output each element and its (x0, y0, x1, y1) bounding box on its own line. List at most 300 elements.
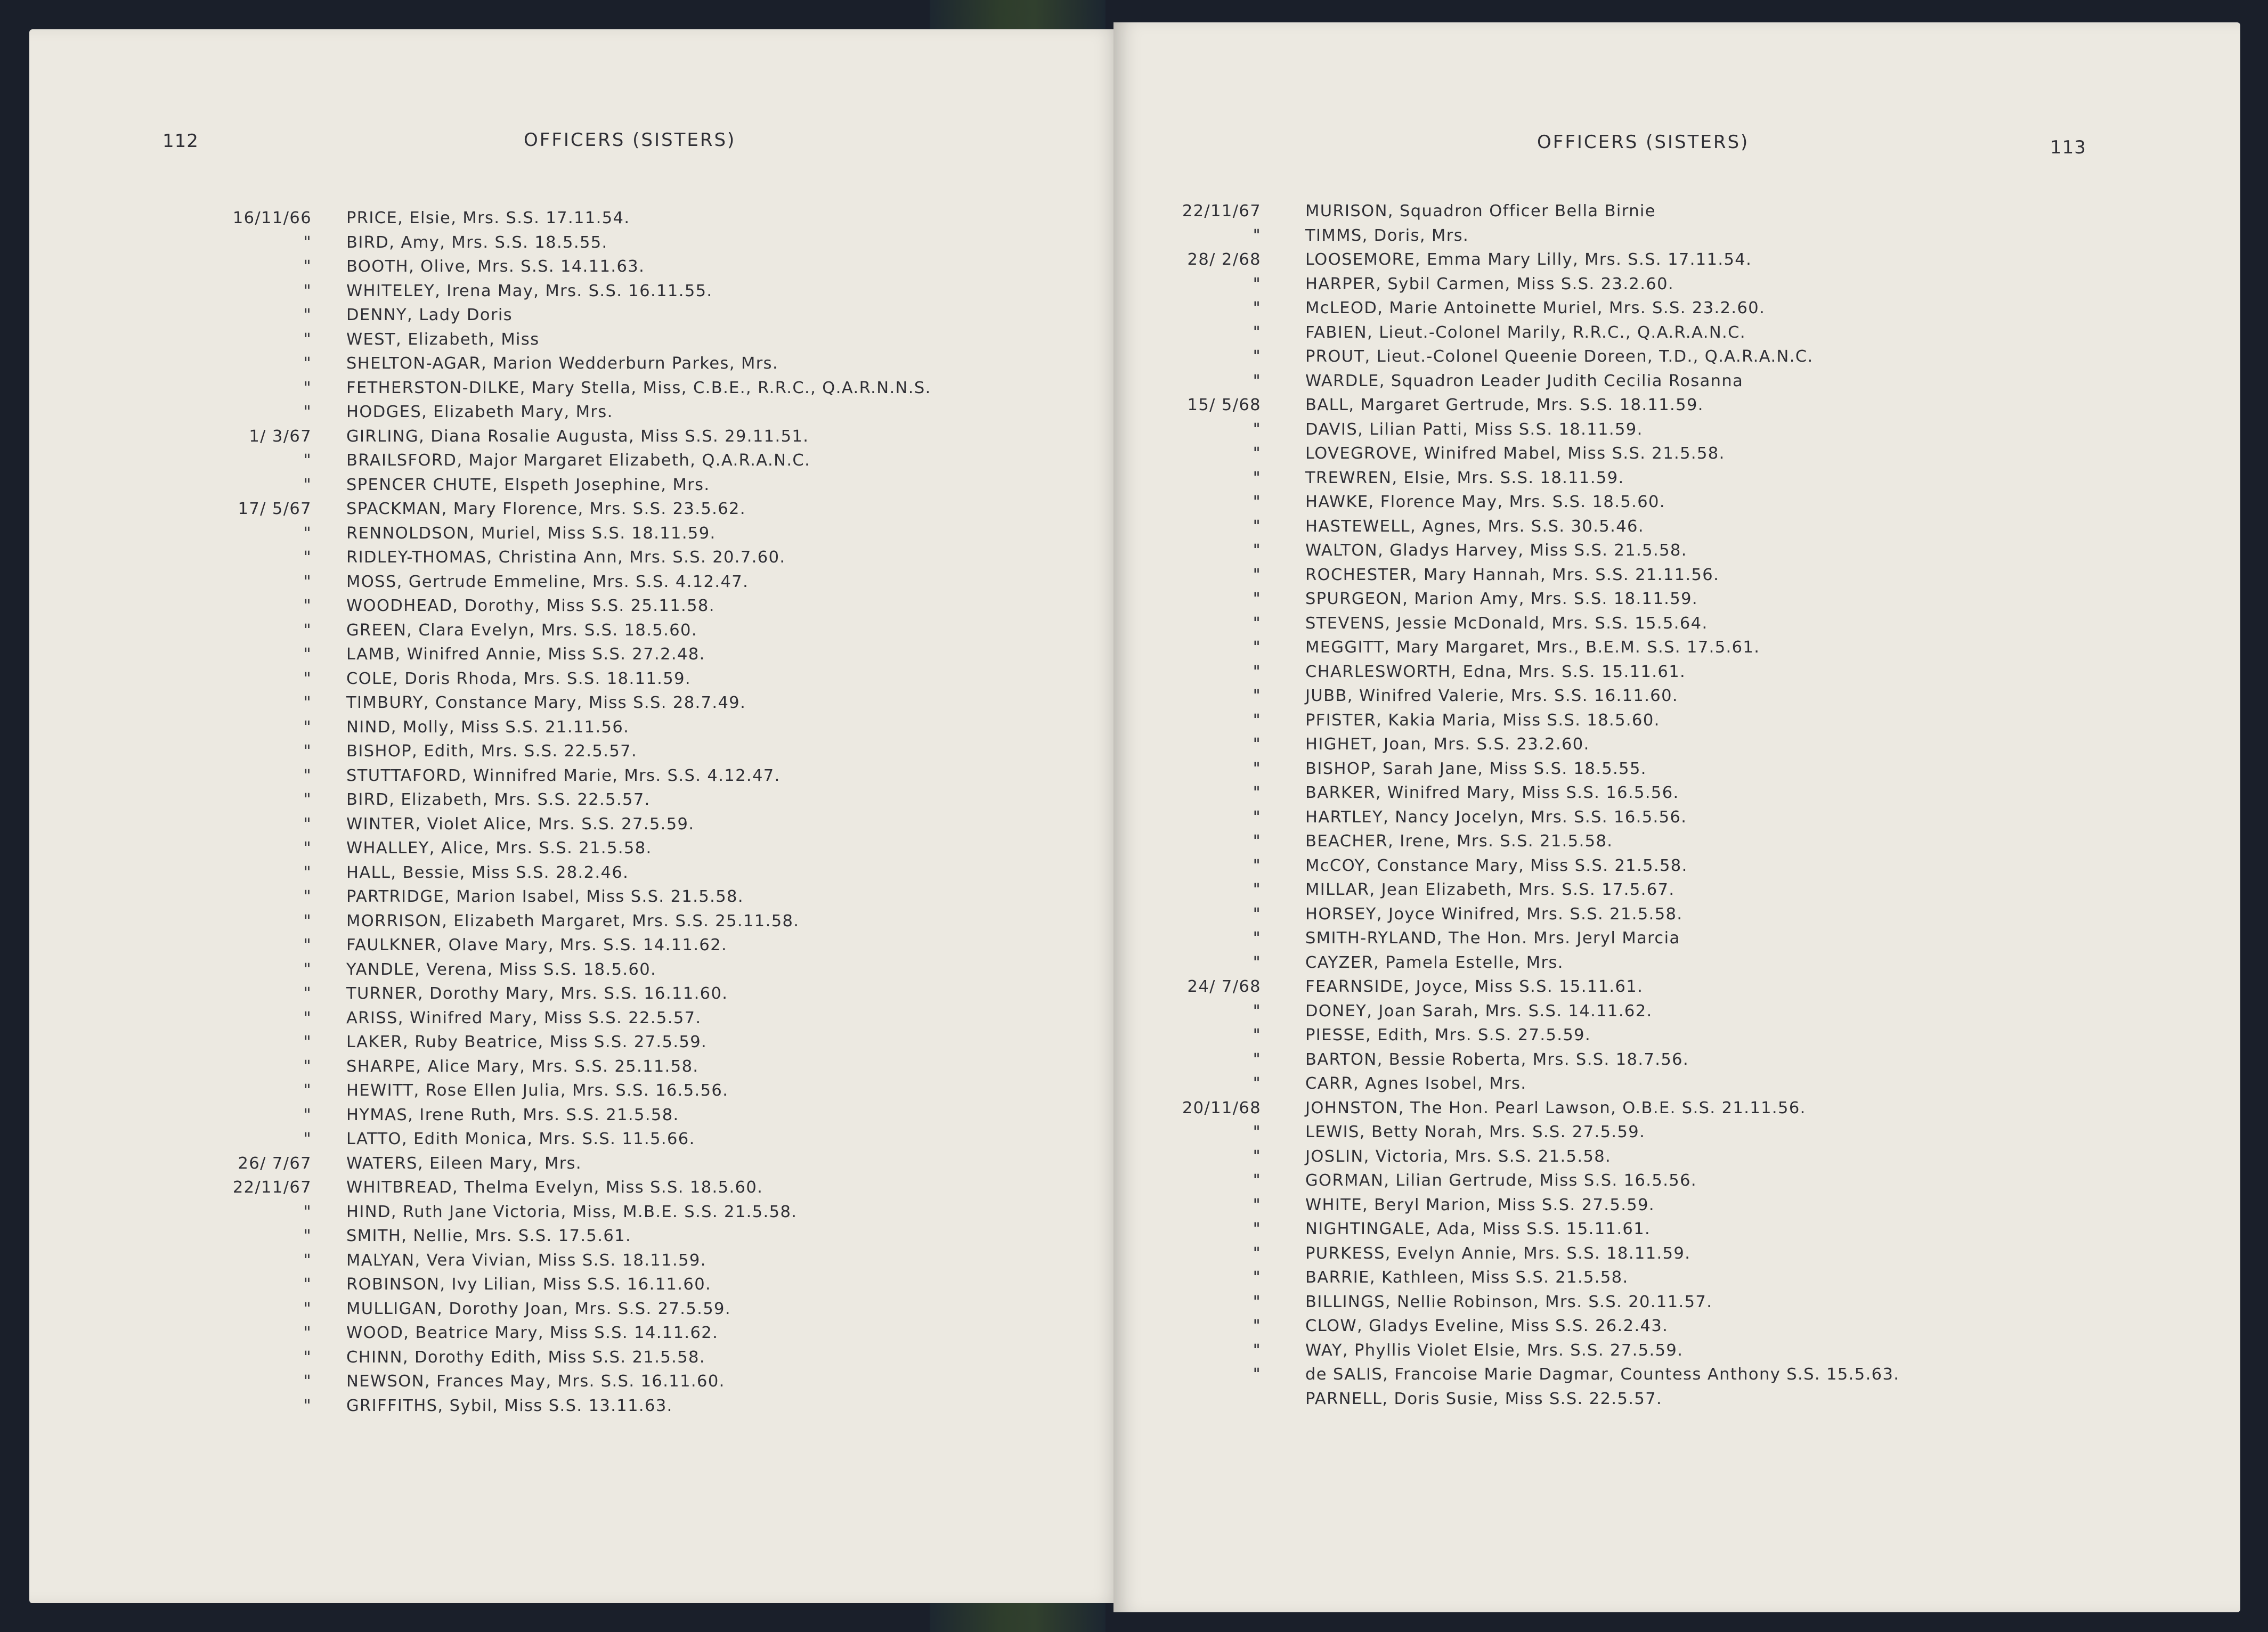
entry-name: FETHERSTON-DILKE, Mary Stella, Miss, C.B.E., R.R.C., Q.A.R.N.N.S. (346, 378, 931, 397)
entry-date: 22/11/67 (1182, 202, 1261, 221)
entry-name: JUBB, Winifred Valerie, Mrs. S.S. 16.11.60. (1305, 687, 1678, 705)
entry-date: " (303, 1081, 312, 1100)
entry-name: LAMB, Winifred Annie, Miss S.S. 27.2.48. (346, 645, 705, 664)
entry-date: " (303, 403, 312, 421)
entry-row (155, 960, 931, 985)
entry-date: " (1253, 468, 1261, 487)
entry-row (155, 1227, 931, 1251)
entry-name: CARR, Agnes Isobel, Mrs. (1305, 1074, 1527, 1093)
entry-date: " (303, 790, 312, 809)
entry-date: " (1253, 590, 1261, 608)
entry-name: MALYAN, Vera Vivian, Miss S.S. 18.11.59. (346, 1251, 706, 1270)
entry-name: PARNELL, Doris Susie, Miss S.S. 22.5.57. (1305, 1389, 1663, 1408)
entry-row (1113, 1002, 1899, 1026)
entry-name: HAWKE, Florence May, Mrs. S.S. 18.5.60. (1305, 493, 1665, 511)
entry-date: " (1253, 1001, 1261, 1021)
entry-date: " (303, 717, 312, 737)
entry-name: BALL, Margaret Gertrude, Mrs. S.S. 18.11.59. (1305, 396, 1704, 414)
entry-name: MILLAR, Jean Elizabeth, Mrs. S.S. 17.5.67. (1305, 880, 1675, 899)
entry-row (1113, 469, 1899, 493)
entry-date: " (303, 887, 312, 906)
entry-row (1113, 905, 1899, 929)
entry-date: " (303, 1057, 312, 1076)
entry-row (155, 1178, 931, 1203)
entry-date: " (1253, 299, 1261, 317)
entry-date: " (1253, 1171, 1261, 1190)
entry-row (155, 1251, 931, 1276)
entry-date: " (303, 1348, 312, 1367)
entry-row (155, 693, 931, 718)
entry-name: FEARNSIDE, Joyce, Miss S.S. 15.11.61. (1305, 977, 1644, 996)
entry-date: " (1253, 856, 1261, 875)
entry-date: " (303, 1396, 312, 1415)
entry-row (1113, 541, 1899, 566)
entry-date: " (303, 524, 312, 543)
entry-date: 15/ 5/68 (1187, 396, 1261, 414)
entry-name: SHARPE, Alice Mary, Mrs. S.S. 25.11.58. (346, 1057, 699, 1076)
entry-row (1113, 226, 1899, 251)
entry-name: CAYZER, Pamela Estelle, Mrs. (1305, 953, 1564, 972)
entry-row (1113, 1026, 1899, 1050)
entry-row (1113, 250, 1899, 275)
entry-row (1113, 347, 1899, 372)
entry-date: " (1253, 662, 1261, 681)
entry-name: WEST, Elizabeth, Miss (346, 330, 540, 349)
entry-row (155, 839, 931, 863)
entry-row (155, 742, 931, 766)
entry-row (155, 427, 931, 452)
entry-row (155, 863, 931, 888)
entry-row (1113, 1099, 1899, 1123)
entry-row (1113, 1220, 1899, 1244)
entry-date: 20/11/68 (1182, 1098, 1261, 1117)
entry-name: HIND, Ruth Jane Victoria, Miss, M.B.E. S.S. 21.5.58. (346, 1202, 798, 1221)
entry-date: " (303, 1251, 312, 1270)
entry-date: " (1253, 1292, 1261, 1311)
entry-date: " (303, 936, 312, 954)
entry-name: BOOTH, Olive, Mrs. S.S. 14.11.63. (346, 257, 645, 276)
entry-name: BIRD, Elizabeth, Mrs. S.S. 22.5.57. (346, 790, 651, 809)
entry-name: MEGGITT, Mary Margaret, Mrs., B.E.M. S.S. 17.5.61. (1305, 638, 1760, 657)
entry-name: SHELTON-AGAR, Marion Wedderburn Parkes, Mrs. (346, 354, 779, 373)
entry-date: " (303, 330, 312, 349)
entry-row (1113, 663, 1899, 687)
entry-name: HODGES, Elizabeth Mary, Mrs. (346, 403, 613, 421)
entry-row (1113, 1074, 1899, 1099)
entry-name: ROCHESTER, Mary Hannah, Mrs. S.S. 21.11.56. (1305, 565, 1720, 584)
entry-row (155, 1106, 931, 1130)
right-page (1113, 22, 2240, 1612)
entry-date: " (1253, 807, 1261, 827)
entry-date: " (303, 257, 312, 276)
entry-row (155, 984, 931, 1009)
left-page (29, 29, 1121, 1603)
entry-row (155, 1300, 931, 1324)
entry-name: RENNOLDSON, Muriel, Miss S.S. 18.11.59. (346, 524, 716, 543)
entry-row (155, 1348, 931, 1373)
entry-date: " (1253, 832, 1261, 851)
entry-row (155, 524, 931, 549)
entry-row (1113, 711, 1899, 736)
entry-date: 24/ 7/68 (1187, 977, 1261, 996)
entry-date: " (1253, 493, 1261, 511)
entry-name: LAKER, Ruby Beatrice, Miss S.S. 27.5.59. (346, 1033, 708, 1051)
entry-date: " (1253, 880, 1261, 899)
entry-row (1113, 1365, 1899, 1390)
entry-row (1113, 420, 1899, 445)
entry-name: YANDLE, Verena, Miss S.S. 18.5.60. (346, 960, 657, 979)
entry-name: MOSS, Gertrude Emmeline, Mrs. S.S. 4.12.47. (346, 572, 749, 591)
entry-row (155, 451, 931, 476)
entry-date: " (1253, 735, 1261, 754)
entry-name: MURISON, Squadron Officer Bella Birnie (1305, 202, 1656, 221)
entry-row (155, 1033, 931, 1057)
entry-date: " (303, 1227, 312, 1245)
entry-date: " (303, 984, 312, 1003)
entry-name: WARDLE, Squadron Leader Judith Cecilia Rosanna (1305, 371, 1744, 390)
entry-date: " (303, 281, 312, 300)
entry-row (1113, 566, 1899, 590)
entry-row (155, 718, 931, 742)
entry-date: " (303, 766, 312, 785)
entry-row (155, 403, 931, 427)
entry-date: " (1253, 1074, 1261, 1093)
entry-date: " (303, 839, 312, 858)
entry-row (155, 1203, 931, 1227)
entry-row (155, 548, 931, 573)
entry-name: MULLIGAN, Dorothy Joan, Mrs. S.S. 27.5.59. (346, 1299, 731, 1318)
entry-date: " (303, 1299, 312, 1318)
entry-name: LATTO, Edith Monica, Mrs. S.S. 11.5.66. (346, 1130, 695, 1148)
entry-row (155, 354, 931, 379)
entry-date: " (303, 1105, 312, 1124)
entry-row (155, 1154, 931, 1179)
entry-name: DAVIS, Lilian Patti, Miss S.S. 18.11.59. (1305, 420, 1643, 439)
entry-row (155, 1130, 931, 1154)
entry-date: " (303, 1033, 312, 1051)
entry-name: NIND, Molly, Miss S.S. 21.11.56. (346, 717, 630, 737)
entry-name: BISHOP, Edith, Mrs. S.S. 22.5.57. (346, 742, 638, 761)
entry-name: WHITELEY, Irena May, Mrs. S.S. 16.11.55. (346, 281, 713, 300)
entry-name: SPURGEON, Marion Amy, Mrs. S.S. 18.11.59. (1305, 590, 1698, 608)
entry-date: " (303, 621, 312, 640)
entry-date: 16/11/66 (232, 209, 312, 227)
entry-row (1113, 1123, 1899, 1147)
entry-name: SPACKMAN, Mary Florence, Mrs. S.S. 23.5.62. (346, 500, 746, 518)
entry-date: " (1253, 371, 1261, 390)
entry-date: 26/ 7/67 (238, 1154, 312, 1173)
entry-row (1113, 444, 1899, 469)
entry-name: WHALLEY, Alice, Mrs. S.S. 21.5.58. (346, 839, 652, 858)
entry-row (155, 766, 931, 791)
entry-date: " (303, 645, 312, 664)
entry-date: " (1253, 1268, 1261, 1287)
entry-name: WHITBREAD, Thelma Evelyn, Miss S.S. 18.5.60. (346, 1178, 763, 1197)
entry-row (155, 1324, 931, 1348)
left-page-header: OFFICERS (SISTERS) (524, 129, 736, 151)
entry-name: PIESSE, Edith, Mrs. S.S. 27.5.59. (1305, 1026, 1591, 1045)
entry-date: " (303, 669, 312, 688)
entry-name: COLE, Doris Rhoda, Mrs. S.S. 18.11.59. (346, 669, 691, 688)
entry-row (155, 1397, 931, 1421)
right-entries-list (1113, 202, 1899, 1414)
entry-row (1113, 275, 1899, 299)
entry-name: PRICE, Elsie, Mrs. S.S. 17.11.54. (346, 209, 630, 227)
entry-name: BISHOP, Sarah Jane, Miss S.S. 18.5.55. (1305, 759, 1647, 778)
entry-date: " (1253, 1147, 1261, 1166)
entry-row (155, 1081, 931, 1106)
entry-date: " (303, 1324, 312, 1342)
entry-name: MORRISON, Elizabeth Margaret, Mrs. S.S. 25.11.58. (346, 911, 800, 931)
right-page-number: 113 (2050, 137, 2086, 158)
entry-date: " (1253, 1026, 1261, 1045)
entry-date: " (1253, 517, 1261, 536)
entry-date: " (1253, 1341, 1261, 1360)
entry-row (1113, 323, 1899, 348)
entry-row (155, 1057, 931, 1082)
entry-row (155, 645, 931, 670)
entry-name: NEWSON, Frances May, Mrs. S.S. 16.11.60. (346, 1372, 725, 1391)
entry-name: HORSEY, Joyce Winifred, Mrs. S.S. 21.5.58. (1305, 904, 1683, 924)
entry-row (1113, 202, 1899, 226)
left-page-number: 112 (162, 130, 199, 152)
entry-name: SPENCER CHUTE, Elspeth Josephine, Mrs. (346, 475, 710, 494)
entry-row (155, 1009, 931, 1033)
entry-row (1113, 1390, 1899, 1414)
entry-row (155, 476, 931, 500)
entry-name: LOVEGROVE, Winifred Mabel, Miss S.S. 21.5.58. (1305, 444, 1725, 463)
entry-name: ROBINSON, Ivy Lilian, Miss S.S. 16.11.60. (346, 1275, 712, 1294)
entry-name: LOOSEMORE, Emma Mary Lilly, Mrs. S.S. 17.11.54. (1305, 250, 1752, 269)
entry-row (1113, 1317, 1899, 1341)
entry-name: SMITH-RYLAND, The Hon. Mrs. Jeryl Marcia (1305, 929, 1680, 948)
entry-name: TIMMS, Doris, Mrs. (1305, 226, 1469, 245)
entry-name: DENNY, Lady Doris (346, 306, 513, 324)
entry-row (1113, 953, 1899, 978)
entry-row (1113, 977, 1899, 1002)
entry-row (155, 379, 931, 403)
entry-name: PROUT, Lieut.-Colonel Queenie Doreen, T.D., Q.A.R.A.N.C. (1305, 347, 1814, 366)
entry-row (155, 209, 931, 233)
entry-row (155, 257, 931, 282)
entry-date: " (1253, 1220, 1261, 1238)
entry-name: WALTON, Gladys Harvey, Miss S.S. 21.5.58. (1305, 541, 1687, 560)
entry-row (1113, 1147, 1899, 1172)
entry-row (1113, 614, 1899, 639)
entry-name: JOSLIN, Victoria, Mrs. S.S. 21.5.58. (1305, 1147, 1612, 1166)
entry-row (155, 621, 931, 646)
entry-date: " (1253, 1317, 1261, 1335)
entry-date: " (1253, 444, 1261, 463)
entry-date: " (1253, 1365, 1261, 1384)
entry-date: " (1253, 565, 1261, 584)
entry-name: CLOW, Gladys Eveline, Miss S.S. 26.2.43. (1305, 1317, 1669, 1335)
entry-date: " (303, 597, 312, 615)
entry-name: CHARLESWORTH, Edna, Mrs. S.S. 15.11.61. (1305, 662, 1686, 681)
entry-row (1113, 1050, 1899, 1075)
entry-row (1113, 299, 1899, 323)
entry-name: BILLINGS, Nellie Robinson, Mrs. S.S. 20.11.57. (1305, 1292, 1713, 1311)
entry-name: HEWITT, Rose Ellen Julia, Mrs. S.S. 16.5.56. (346, 1081, 729, 1100)
entry-name: GIRLING, Diana Rosalie Augusta, Miss S.S. 29.11.51. (346, 427, 809, 446)
entry-date: " (303, 693, 312, 712)
entry-date: " (303, 742, 312, 761)
entry-date: " (1253, 929, 1261, 948)
entry-date: 1/ 3/67 (249, 427, 312, 446)
entry-name: FAULKNER, Olave Mary, Mrs. S.S. 14.11.62. (346, 936, 728, 954)
entry-row (1113, 1293, 1899, 1317)
entry-name: TREWREN, Elsie, Mrs. S.S. 18.11.59. (1305, 468, 1624, 487)
entry-row (155, 936, 931, 960)
entry-row (155, 1275, 931, 1300)
entry-date: " (1253, 711, 1261, 730)
entry-row (1113, 856, 1899, 881)
entry-name: WHITE, Beryl Marion, Miss S.S. 27.5.59. (1305, 1195, 1655, 1214)
entry-row (1113, 784, 1899, 808)
entry-name: PARTRIDGE, Marion Isabel, Miss S.S. 21.5.58. (346, 887, 744, 906)
entry-row (155, 282, 931, 306)
entry-row (1113, 1244, 1899, 1269)
entry-date: " (1253, 1195, 1261, 1214)
entry-date: " (1253, 541, 1261, 560)
entry-date: " (303, 1202, 312, 1221)
entry-name: LEWIS, Betty Norah, Mrs. S.S. 27.5.59. (1305, 1123, 1646, 1141)
entry-row (155, 1372, 931, 1397)
entry-name: HIGHET, Joan, Mrs. S.S. 23.2.60. (1305, 735, 1590, 754)
entry-row (155, 233, 931, 258)
entry-row (1113, 396, 1899, 420)
entry-date: " (1253, 226, 1261, 245)
entry-date: " (303, 1275, 312, 1294)
entry-date: " (1253, 1123, 1261, 1141)
entry-name: de SALIS, Francoise Marie Dagmar, Countess Anthony S.S. 15.5.63. (1305, 1365, 1900, 1384)
entry-date: " (1253, 638, 1261, 657)
entry-row (155, 330, 931, 355)
entry-name: PFISTER, Kakia Maria, Miss S.S. 18.5.60. (1305, 711, 1660, 730)
entry-name: BARKER, Winifred Mary, Miss S.S. 16.5.56. (1305, 784, 1679, 802)
entry-row (155, 912, 931, 936)
entry-name: WINTER, Violet Alice, Mrs. S.S. 27.5.59. (346, 814, 695, 834)
entry-date: " (1253, 953, 1261, 972)
entry-row (155, 573, 931, 597)
entry-name: STEVENS, Jessie McDonald, Mrs. S.S. 15.5.64. (1305, 614, 1708, 633)
entry-name: JOHNSTON, The Hon. Pearl Lawson, O.B.E. S.S. 21.11.56. (1305, 1098, 1806, 1117)
entry-date: " (303, 378, 312, 397)
entry-name: SMITH, Nellie, Mrs. S.S. 17.5.61. (346, 1227, 632, 1245)
entry-row (1113, 1268, 1899, 1293)
entry-row (1113, 590, 1899, 614)
entry-name: NIGHTINGALE, Ada, Miss S.S. 15.11.61. (1305, 1220, 1651, 1238)
entry-date: " (303, 451, 312, 470)
entry-date: " (303, 548, 312, 567)
entry-date: " (1253, 759, 1261, 778)
entry-row (1113, 1196, 1899, 1220)
entry-row (155, 306, 931, 330)
entry-date: " (303, 354, 312, 373)
entry-date: " (1253, 614, 1261, 633)
entry-name: HYMAS, Irene Ruth, Mrs. S.S. 21.5.58. (346, 1105, 679, 1124)
left-entries-list (155, 209, 931, 1421)
entry-date: 22/11/67 (232, 1178, 312, 1197)
entry-row (1113, 493, 1899, 517)
entry-row (1113, 372, 1899, 396)
entry-date: " (1253, 784, 1261, 802)
entry-row (1113, 1171, 1899, 1196)
entry-name: WATERS, Eileen Mary, Mrs. (346, 1154, 582, 1173)
entry-name: WAY, Phyllis Violet Elsie, Mrs. S.S. 27.5.59. (1305, 1341, 1684, 1360)
entry-name: HARTLEY, Nancy Jocelyn, Mrs. S.S. 16.5.56. (1305, 807, 1687, 827)
entry-name: PURKESS, Evelyn Annie, Mrs. S.S. 18.11.59. (1305, 1244, 1691, 1263)
entry-date: " (303, 1372, 312, 1391)
entry-date: 28/ 2/68 (1187, 250, 1261, 269)
entry-name: BARRIE, Kathleen, Miss S.S. 21.5.58. (1305, 1268, 1629, 1287)
entry-name: RIDLEY-THOMAS, Christina Ann, Mrs. S.S. 20.7.60. (346, 548, 786, 567)
entry-name: BIRD, Amy, Mrs. S.S. 18.5.55. (346, 233, 608, 252)
entry-date: " (1253, 1050, 1261, 1069)
entry-row (1113, 832, 1899, 856)
entry-name: HARPER, Sybil Carmen, Miss S.S. 23.2.60. (1305, 274, 1674, 293)
entry-name: BEACHER, Irene, Mrs. S.S. 21.5.58. (1305, 832, 1613, 851)
entry-name: FABIEN, Lieut.-Colonel Marily, R.R.C., Q.A.R.A.N.C. (1305, 323, 1746, 342)
entry-name: WOOD, Beatrice Mary, Miss S.S. 14.11.62. (346, 1324, 719, 1342)
entry-name: CHINN, Dorothy Edith, Miss S.S. 21.5.58. (346, 1348, 705, 1367)
entry-row (1113, 880, 1899, 905)
entry-name: STUTTAFORD, Winnifred Marie, Mrs. S.S. 4.12.47. (346, 766, 781, 785)
entry-date: " (1253, 1244, 1261, 1263)
entry-row (155, 670, 931, 694)
entry-date: " (303, 814, 312, 834)
entry-date: " (303, 911, 312, 931)
entry-date: " (1253, 904, 1261, 924)
entry-date: " (1253, 687, 1261, 705)
entry-row (155, 597, 931, 621)
entry-date: " (303, 1008, 312, 1027)
entry-name: BARTON, Bessie Roberta, Mrs. S.S. 18.7.56. (1305, 1050, 1689, 1069)
entry-name: McLEOD, Marie Antoinette Muriel, Mrs. S.S. 23.2.60. (1305, 299, 1766, 317)
entry-date: 17/ 5/67 (238, 500, 312, 518)
entry-name: HALL, Bessie, Miss S.S. 28.2.46. (346, 863, 629, 882)
entry-row (1113, 735, 1899, 760)
entry-date: " (1253, 323, 1261, 342)
entry-row (155, 790, 931, 815)
entry-name: WOODHEAD, Dorothy, Miss S.S. 25.11.58. (346, 597, 715, 615)
entry-name: DONEY, Joan Sarah, Mrs. S.S. 14.11.62. (1305, 1001, 1653, 1021)
entry-name: GORMAN, Lilian Gertrude, Miss S.S. 16.5.56. (1305, 1171, 1697, 1190)
entry-date: " (1253, 347, 1261, 366)
right-page-header: OFFICERS (SISTERS) (1537, 132, 1750, 153)
entry-date: " (1253, 274, 1261, 293)
entry-date: " (303, 863, 312, 882)
entry-date: " (303, 1130, 312, 1148)
entry-row (1113, 929, 1899, 953)
entry-row (1113, 760, 1899, 784)
entry-date: " (303, 572, 312, 591)
entry-row (1113, 1341, 1899, 1366)
entry-row (1113, 808, 1899, 833)
entry-name: GRIFFITHS, Sybil, Miss S.S. 13.11.63. (346, 1396, 673, 1415)
entry-date: " (303, 233, 312, 252)
entry-date: " (303, 960, 312, 979)
entry-date: " (303, 475, 312, 494)
entry-row (155, 500, 931, 524)
entry-name: BRAILSFORD, Major Margaret Elizabeth, Q.A.R.A.N.C. (346, 451, 811, 470)
entry-date: " (1253, 420, 1261, 439)
entry-row (1113, 517, 1899, 542)
entry-name: ARISS, Winifred Mary, Miss S.S. 22.5.57. (346, 1008, 702, 1027)
entry-row (155, 887, 931, 912)
entry-name: McCOY, Constance Mary, Miss S.S. 21.5.58. (1305, 856, 1688, 875)
entry-row (155, 815, 931, 839)
